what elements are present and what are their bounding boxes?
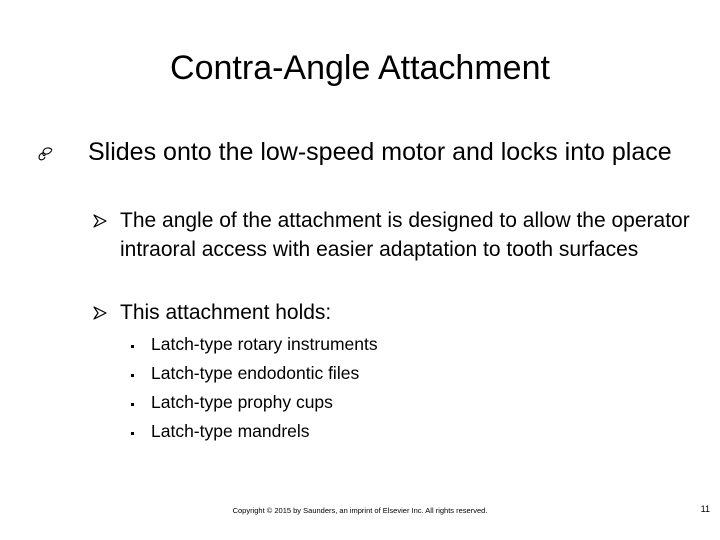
list-item: Latch-type prophy cups bbox=[151, 392, 333, 412]
small-bullet-icon bbox=[131, 374, 134, 377]
sub-bullet-angle: The angle of the attachment is designed to allow the operator intraoral access with easier adaptation to tooth surfaces bbox=[120, 209, 690, 261]
slide-title: Contra-Angle Attachment bbox=[170, 49, 550, 87]
arrowhead-bullet-icon bbox=[93, 214, 107, 228]
list-item: Latch-type endodontic files bbox=[151, 363, 360, 383]
copyright-footer: Copyright © 2015 by Saunders, an imprint of Elsevier Inc. All rights reserved. bbox=[232, 506, 488, 515]
sub-bullet-holds: This attachment holds: bbox=[120, 301, 332, 324]
bullet-main: Slides onto the low-speed motor and locks into place bbox=[88, 138, 672, 166]
small-bullet-icon bbox=[131, 345, 134, 348]
small-bullet-icon bbox=[131, 403, 134, 406]
arrowhead-bullet-icon bbox=[93, 306, 107, 320]
page-number: 11 bbox=[700, 504, 710, 514]
list-item: Latch-type mandrels bbox=[151, 421, 310, 441]
list-item: Latch-type rotary instruments bbox=[151, 334, 378, 354]
scroll-bullet-icon bbox=[36, 144, 56, 164]
small-bullet-icon bbox=[131, 432, 134, 435]
